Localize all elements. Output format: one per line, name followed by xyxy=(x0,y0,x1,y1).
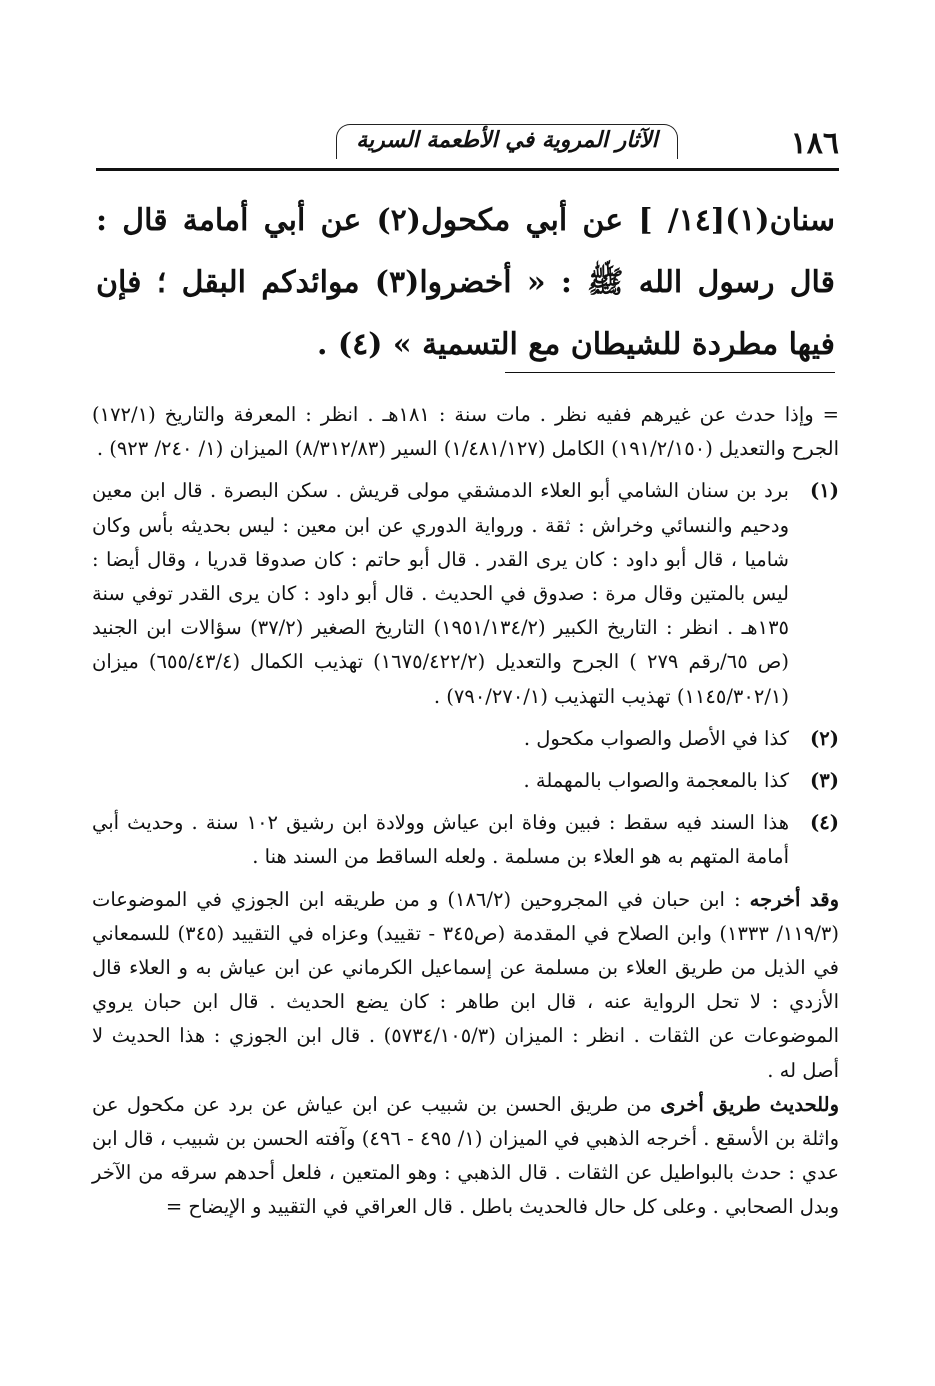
footnote-4 xyxy=(92,806,839,874)
main-text xyxy=(96,190,835,376)
other-route-paragraph xyxy=(92,1088,839,1225)
footnote-number: (٢) xyxy=(810,726,839,750)
page-number: ١٨٦ xyxy=(790,126,839,161)
footnote-text: هذا السند فيه سقط : فبين وفاة ابن عياش وولادة ابن رشيق ١٠٢ سنة . وحديث أبي أمامة المتهم به هو العلاء بن مسلمة . ولعله الساقط من السند هنا . xyxy=(92,811,789,869)
footnote-2 xyxy=(92,722,839,756)
footnote-number: (١) xyxy=(810,479,839,503)
header-rule xyxy=(96,168,839,171)
footnote-text: كذا بالمعجمة والصواب بالمهملة . xyxy=(523,769,789,793)
footnote-number: (٣) xyxy=(810,769,839,793)
footnote-continuation: = وإذا حدث عن غيرهم ففيه نظر . مات سنة : ١٨١هـ . انظر : المعرفة والتاريخ (١٧٢/١) الجرح والتعديل (١٩١/٢/١٥٠) الكامل (١/٤٨١/١٢٧) السير (٨/٣١٢/٨٣) الميزان (١/ ٢٤٠/ ٩٢٣) . xyxy=(92,403,839,461)
other-route-text: من طريق الحسن بن شبيب عن ابن عياش عن برد عن مكحول عن واثلة بن الأسقع . أخرجه الذهبي في الميزان (١/ ٤٩٥ - ٤٩٦) وآفته الحسن بن شبيب ، قال ابن عدي : حدث بالبواطيل عن الثقات . قال الذهبي : وهو المتعين ، فلعل أحدهم سرقه من الآخر وبدل الصحابي . وعلى كل حال فالحديث باطل . قال العراقي في التقييد و الإيضاح = xyxy=(92,1092,839,1219)
other-route-lead: وللحديث طريق أخرى xyxy=(660,1092,839,1116)
footnotes xyxy=(92,398,839,1225)
footnote-text: كذا في الأصل والصواب مكحول . xyxy=(523,726,789,750)
takhrij-lead: وقد أخرجه xyxy=(749,887,839,911)
takhrij-text: : ابن حبان في المجروحين (١٨٦/٢) و من طريقه ابن الجوزي في الموضوعات (١١٩/٣/ ١٣٣٣) وابن الصلاح في المقدمة (ص٣٤٥ - تقييد) وعزاه في التقييد (٣٤٥) للسمعاني في الذيل من طريق العلاء بن مسلمة عن إسماعيل الكرماني عن ابن عياش به و العلاء قال الأزدي : لا تحل الرواية عنه ، قال ابن طاهر : كان يضع الحديث . قال ابن حبان يروي الموضوعات عن الثقات . انظر : الميزان (٥٧٣٤/١٠٥/٣) . قال ابن الجوزي : هذا الحديث لا أصل له . xyxy=(92,887,839,1082)
takhrij-paragraph xyxy=(92,883,839,1088)
footnote-1 xyxy=(92,474,839,713)
footnote-separator xyxy=(505,372,835,373)
running-title: الآثار المروية في الأطعمة السرية xyxy=(336,124,678,159)
footnote-number: (٤) xyxy=(810,811,839,835)
page-header xyxy=(96,118,839,168)
footnote-3 xyxy=(92,764,839,798)
main-paragraph: سنان(١)[١٤/ ] عن أبي مكحول(٢) عن أبي أمامة قال : قال رسول الله ﷺ : « أخضروا(٣) موائدكم البقل ؛ فإن فيها مطردة للشيطان مع التسمية » (٤) . xyxy=(96,203,835,362)
footnote-text: برد بن سنان الشامي أبو العلاء الدمشقي مولى قريش . سكن البصرة . قال ابن معين ودحيم والنسائي وخراش : ثقة . ورواية الدوري عن ابن معين : ليس بحديثه بأس وكان شاميا ، قال أبو داود : كان يرى القدر . قال أبو حاتم : كان صدوقا قدريا ، وقال أيضا : ليس بالمتين وقال مرة : صدوق في الحديث . قال أبو داود : كان يرى القدر توفي سنة ١٣٥هـ . انظر : التاريخ الكبير (١٩٥١/١٣٤/٢) التاريخ الصغير (٣٧/٢) سؤالات ابن الجنيد (ص ٦٥/رقم ٢٧٩ ) الجرح والتعديل (١٦٧٥/٤٢٢/٢) تهذيب الكمال (٦٥٥/٤٣/٤) ميزان (١١٤٥/٣٠٢/١) تهذيب التهذيب (٧٩٠/٢٧٠/١) . xyxy=(92,479,790,708)
